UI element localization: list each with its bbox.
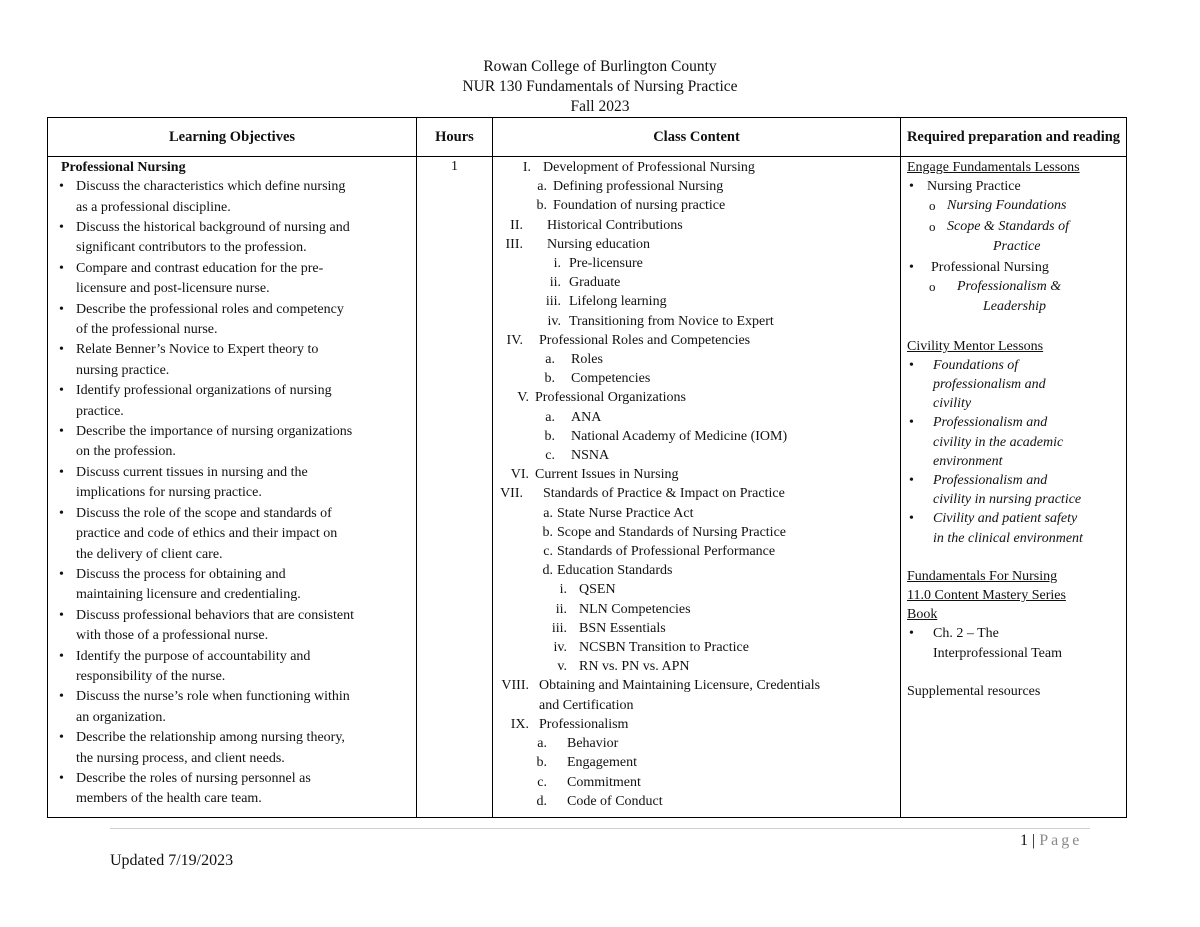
list-item [907,413,1122,471]
objective-line: • Discuss the process for obtaining and [76,566,286,582]
outline-number: a. [543,505,553,521]
page-number-value: 1 [1020,832,1028,849]
outline-item [493,619,896,638]
list-item-line: • Professionalism and [933,473,1048,489]
outline-item [493,600,896,619]
outline-text: Standards of Professional Performance [557,544,776,560]
objective-line: • Discuss current tissues in nursing and the [76,464,308,480]
outline-item [493,773,896,792]
outline-item [493,734,896,753]
civility-list [907,356,1122,548]
outline-number: IX. [510,716,529,732]
outline-number: b. [542,524,553,540]
outline-number: b. [544,371,555,387]
objective-line: of the professional nurse. [76,322,218,338]
list-item [907,624,1122,662]
list-item-line: civility in the academic [933,434,1064,450]
page-separator: | [1032,832,1036,849]
list-item: o Nursing Foundations [907,196,1122,216]
objective-line: • Discuss the nurse’s role when functioning within [76,689,350,705]
hours-value: 1 [451,159,458,174]
objective-line: • Identify the purpose of accountability and [76,648,311,664]
outline-item [493,465,896,484]
objective-item [58,218,410,259]
document-header [0,57,1200,117]
list-item-line: civility [933,396,972,412]
outline-number: iv. [553,640,567,656]
outline-item [493,254,896,273]
outline-text: and Certification [539,697,634,713]
outline-text: NLN Competencies [579,601,691,617]
footer-rule [110,828,1090,829]
objective-item [58,504,410,565]
outline-item [493,580,896,599]
list-item [907,471,1122,509]
outline-item [493,216,896,235]
updated-date: Updated 7/19/2023 [110,852,234,869]
outline-number: iv. [547,313,561,329]
outline-item [493,235,896,254]
objective-line: the delivery of client care. [76,546,223,562]
list-item-line: o Scope & Standards of [947,218,1069,234]
list-item: • Professional Nursing [907,258,1122,277]
objective-item [58,463,410,504]
outline-number: ii. [549,275,561,291]
objective-item [58,565,410,606]
outline-number: c. [537,774,547,790]
objective-line: • Describe the importance of nursing organizations [76,424,353,440]
objective-item [58,259,410,300]
outline-number: d. [536,793,547,809]
outline-text: Commitment [567,774,641,790]
outline-item [493,753,896,772]
table-header-row [48,118,1127,157]
outline-number: c. [543,544,553,560]
page-number [1020,832,1082,850]
outline-text: Current Issues in Nursing [535,467,679,483]
outline-text: Pre-licensure [569,256,643,272]
outline-text: Development of Professional Nursing [543,160,755,175]
objective-line: an organization. [76,709,166,725]
outline-item [493,388,896,407]
title-line: 11.0 Content Mastery Series [907,588,1066,604]
outline-item [493,715,896,734]
list-item-line: • Ch. 2 – The [933,626,999,642]
outline-text: Historical Contributions [547,217,683,233]
outline-text: QSEN [579,582,616,598]
outline-item [493,427,896,446]
outline-text: Transitioning from Novice to Expert [569,313,774,329]
list-item-line: Practice [993,239,1041,255]
outline-item [493,484,896,503]
objective-item [58,769,410,810]
outline-text: State Nurse Practice Act [557,505,694,521]
outline-number: b. [544,428,555,444]
outline-item [493,350,896,369]
outline-item [493,408,896,427]
outline-item [493,657,896,676]
outline-number: III. [505,236,523,252]
content-cell [493,157,901,818]
course-title: NUR 130 Fundamentals of Nursing Practice [462,78,738,95]
outline-text: ANA [571,409,602,425]
outline-number: iii. [551,620,567,636]
objective-line: the nursing process, and client needs. [76,750,285,766]
outline-number: c. [545,448,555,464]
objective-line: • Describe the roles of nursing personnel as [76,770,311,786]
outline-item [493,523,896,542]
objective-line: • Describe the relationship among nursing theory, [76,730,345,746]
outline-number: b. [536,755,547,771]
list-item-line: environment [933,453,1003,469]
objective-item [58,381,410,422]
list-item-line: civility in nursing practice [933,492,1082,508]
outline-number: a. [537,736,547,752]
page-label: Page [1039,832,1083,849]
outline-number: ii. [555,601,567,617]
outline-number [493,696,529,715]
outline-number: b. [536,198,547,214]
content-outline [493,158,896,811]
list-item-line: professionalism and [933,377,1046,393]
outline-number: IV. [506,332,523,348]
header-hours: Hours [417,118,493,157]
outline-number: d. [542,563,553,579]
objective-line: • Identify professional organizations of nursing [76,383,332,399]
outline-number: a. [537,179,547,195]
objectives-cell [48,157,417,818]
outline-text: NCSBN Transition to Practice [579,640,749,656]
objective-item [58,647,410,688]
objective-line: practice and code of ethics and their impact on [76,526,338,542]
outline-number: iii. [545,294,561,310]
fundamentals-book-title [907,567,1122,625]
outline-text: Professional Organizations [535,390,686,406]
objective-line: maintaining licensure and credentialing. [76,587,301,603]
header-learning-objectives: Learning Objectives [48,118,417,157]
outline-text: Roles [571,352,603,368]
outline-item [493,504,896,523]
outline-number: a. [545,409,555,425]
syllabus-table [47,117,1127,818]
objective-item [58,422,410,463]
preparation-cell [901,157,1127,818]
hours-cell [417,157,493,818]
outline-item [493,158,896,177]
objective-item [58,606,410,647]
outline-item [493,273,896,292]
outline-number: i. [553,256,561,272]
list-item-line: Leadership [983,299,1046,315]
spacer [907,318,1122,337]
list-item [907,509,1122,547]
civility-lessons-title: Civility Mentor Lessons [907,338,1044,354]
list-item-line: in the clinical environment [933,530,1083,546]
objective-item [58,300,410,341]
outline-number: II. [510,217,523,233]
outline-text: Standards of Practice & Impact on Practice [543,486,785,502]
header-class-content: Class Content [493,118,901,157]
outline-text: NSNA [571,448,610,464]
table-row [48,157,1127,818]
objectives-list [58,177,410,810]
objective-line: members of the health care team. [76,791,262,807]
college-name: Rowan College of Burlington County [483,58,717,75]
list-item-line: Interprofessional Team [933,645,1062,661]
outline-number: a. [545,352,555,368]
objective-line: significant contributors to the profession. [76,240,307,256]
outline-item [493,369,896,388]
list-item-line: • Civility and patient safety [933,511,1078,527]
list-item [907,277,1122,318]
list-item-line: • Professionalism and [933,415,1048,431]
objective-line: • Discuss the historical background of nursing and [76,220,350,236]
outline-text: Lifelong learning [569,294,667,310]
objective-line: • Describe the professional roles and competency [76,301,344,317]
outline-item [493,676,896,695]
objective-item [58,687,410,728]
supplemental-resources: Supplemental resources [907,683,1041,699]
outline-text: National Academy of Medicine (IOM) [571,428,788,444]
outline-text: Foundation of nursing practice [553,198,726,214]
objective-line: licensure and post-licensure nurse. [76,281,270,297]
outline-item [493,638,896,657]
outline-number: VII. [500,486,523,502]
outline-text: Nursing education [547,236,651,252]
outline-text: BSN Essentials [579,620,666,636]
outline-text: Competencies [571,371,651,387]
list-item [907,217,1122,258]
objective-line: • Compare and contrast education for the pre- [76,260,324,276]
outline-text: Behavior [567,736,619,752]
outline-number: v. [557,659,567,675]
outline-item [493,331,896,350]
objective-line: as a professional discipline. [76,199,231,215]
objective-line: implications for nursing practice. [76,485,262,501]
outline-number: i. [559,582,567,598]
objective-line: • Discuss the role of the scope and standards of [76,505,332,521]
outline-item [493,542,896,561]
outline-text: Code of Conduct [567,793,663,809]
objective-line: responsibility of the nurse. [76,668,226,684]
objective-item [58,340,410,381]
list-item: • Nursing Practice [907,177,1122,196]
outline-item [493,196,896,215]
list-item-line: • Foundations of [933,357,1019,373]
list-item [907,356,1122,414]
title-line: Book [907,607,938,623]
outline-number: VI. [510,467,529,483]
objective-line: • Discuss professional behaviors that are consistent [76,607,354,623]
outline-text: Defining professional Nursing [553,179,724,195]
title-line: Fundamentals For Nursing [907,568,1058,584]
outline-item [493,312,896,331]
outline-text: Education Standards [557,563,673,579]
outline-item [493,177,896,196]
objective-item [58,177,410,218]
outline-item [493,792,896,811]
objective-line: on the profession. [76,444,176,460]
outline-number: I. [522,160,531,175]
outline-item [493,696,896,715]
objective-item [58,728,410,769]
outline-item [493,292,896,311]
outline-number: V. [517,390,529,406]
outline-text: Graduate [569,275,621,291]
outline-text: Professional Roles and Competencies [539,332,751,348]
objective-line: with those of a professional nurse. [76,628,269,644]
outline-item [493,446,896,465]
spacer [907,663,1122,682]
outline-number: VIII. [501,678,529,694]
spacer [907,548,1122,567]
section-title: Professional Nursing [61,160,186,175]
outline-text: Professionalism [539,716,629,732]
objective-line: nursing practice. [76,362,170,378]
list-item-line: o Professionalism & [957,278,1062,294]
semester: Fall 2023 [570,98,630,115]
outline-text: Engagement [567,755,637,771]
objective-line: • Relate Benner’s Novice to Expert theory to [76,342,319,358]
objective-line: • Discuss the characteristics which define nursing [76,179,346,195]
outline-text: Scope and Standards of Nursing Practice [557,524,786,540]
objective-line: practice. [76,403,124,419]
header-required-preparation: Required preparation and reading [901,118,1127,157]
engage-lessons-title: Engage Fundamentals Lessons [907,160,1080,175]
outline-item [493,561,896,580]
outline-text: Obtaining and Maintaining Licensure, Credentials [539,678,821,694]
outline-text: RN vs. PN vs. APN [579,659,690,675]
